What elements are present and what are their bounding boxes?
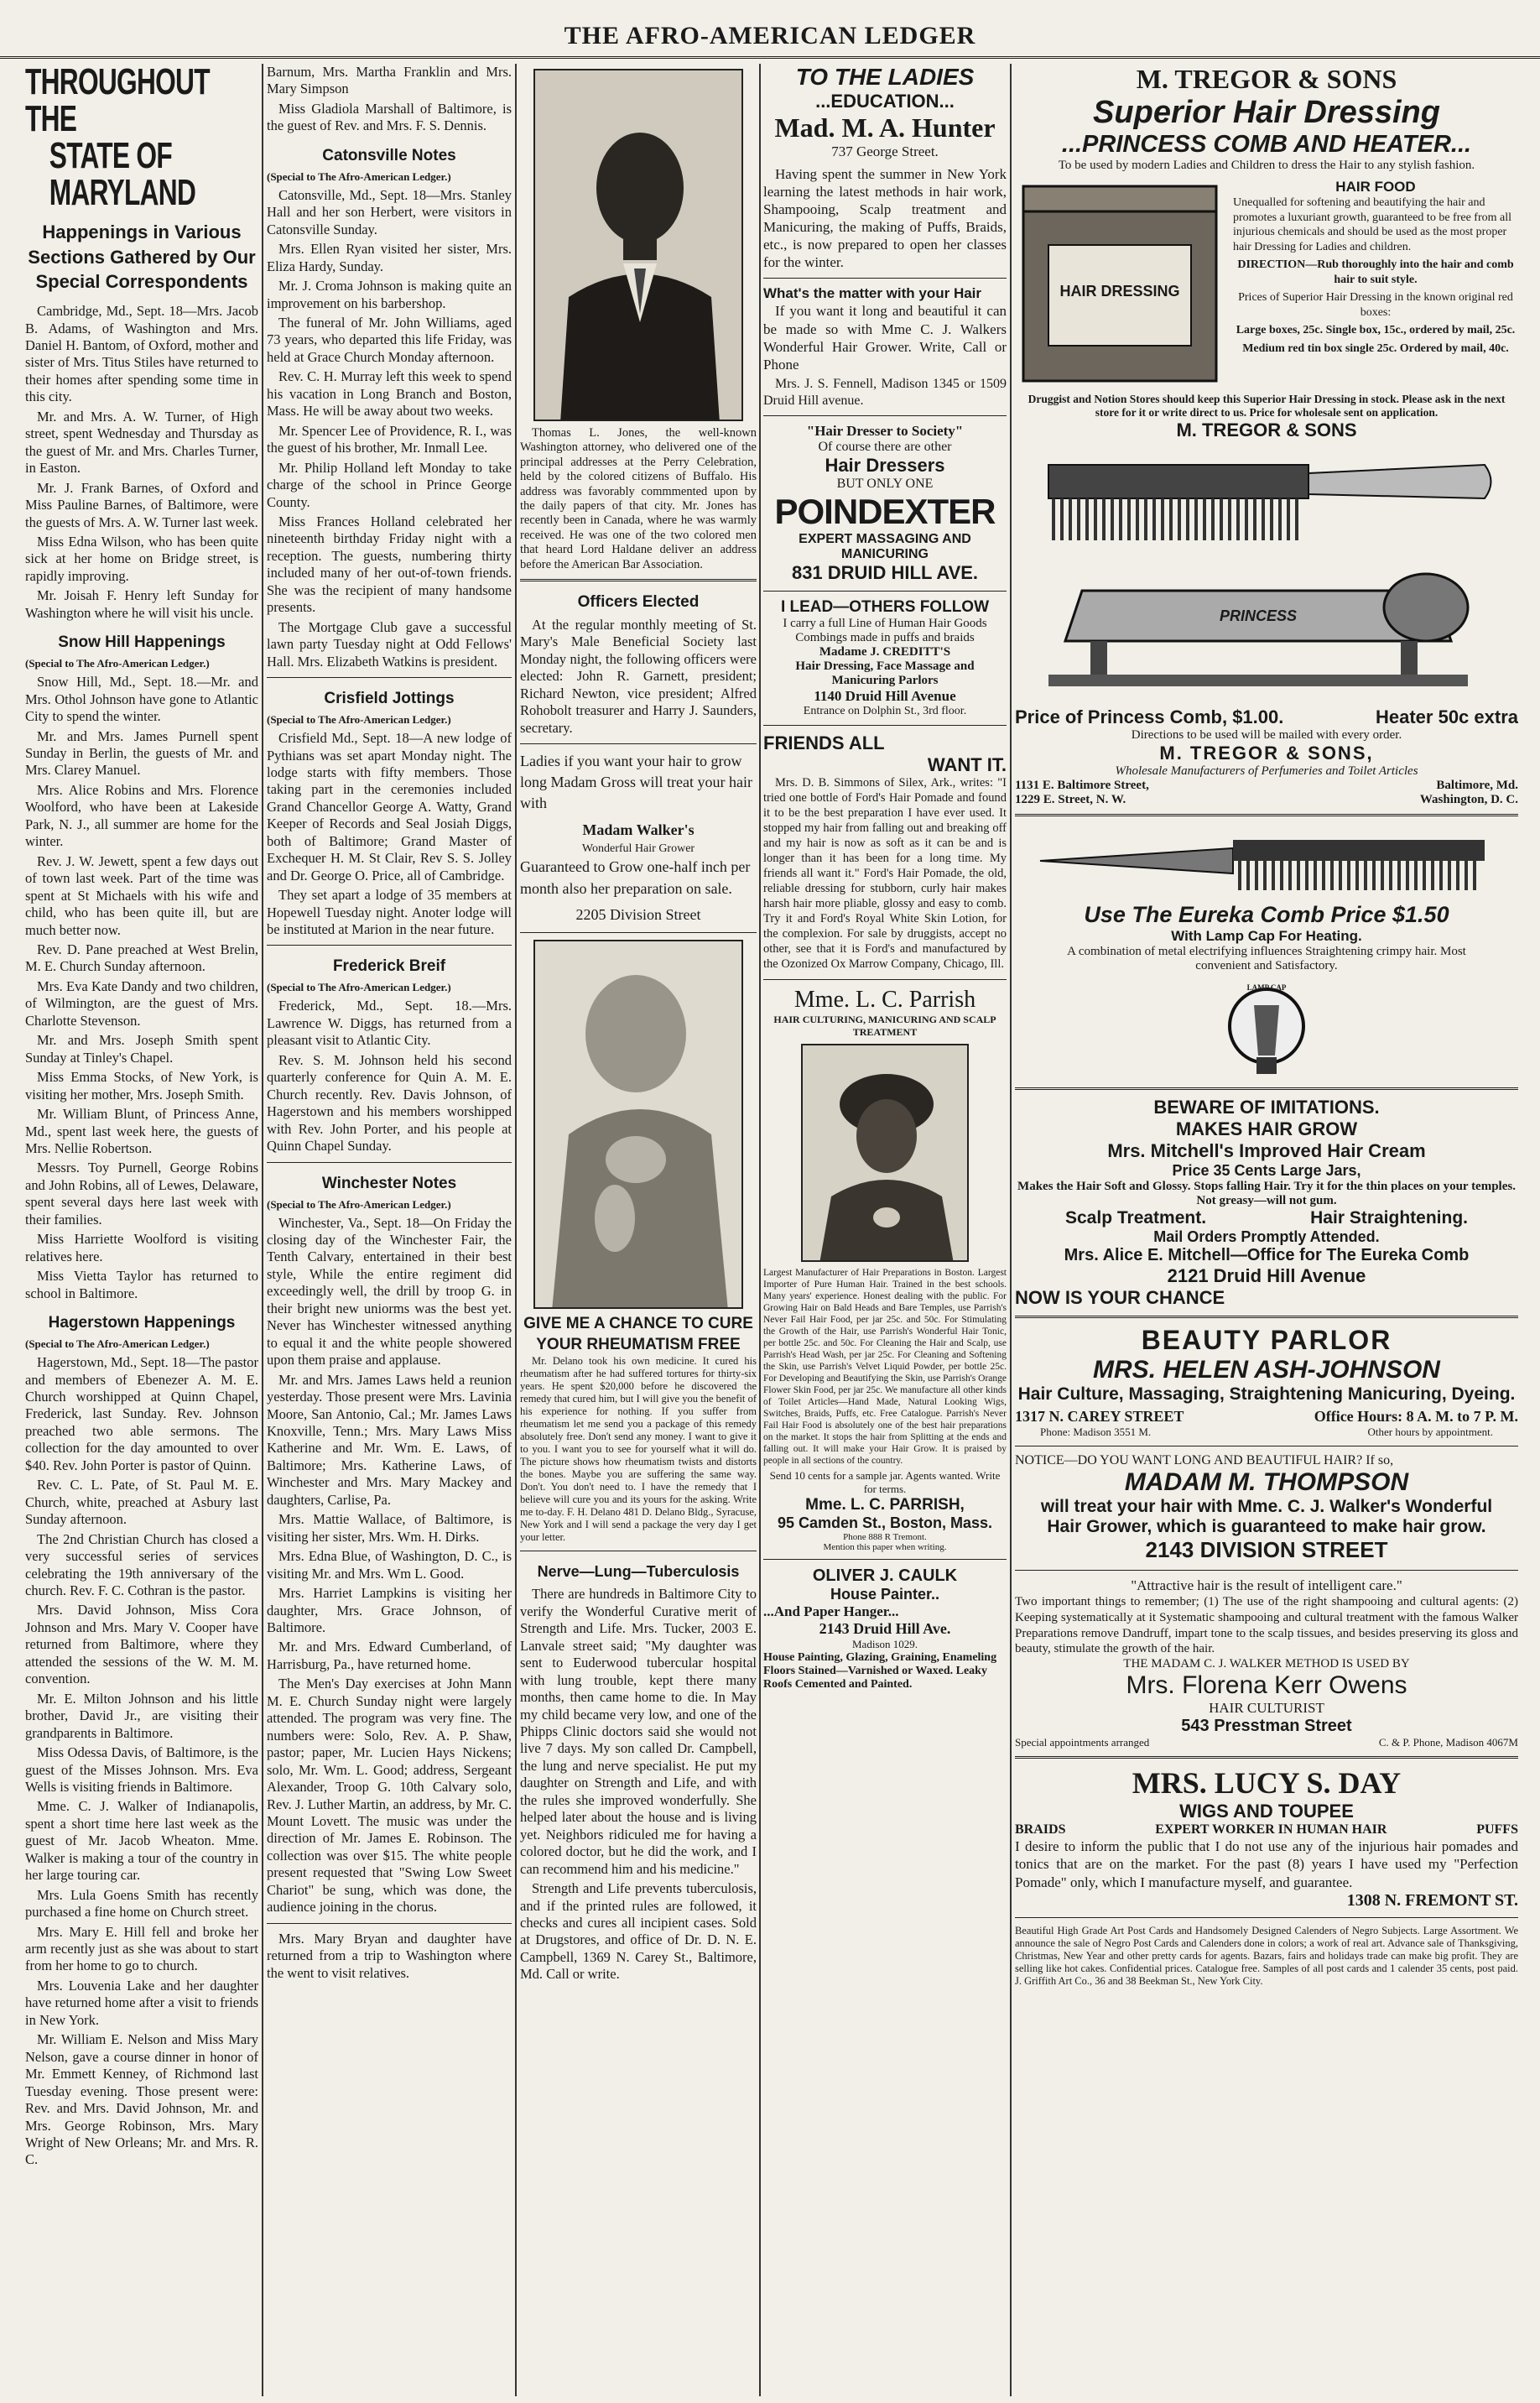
- ad-text: "Attractive hair is the result of intelligent care.": [1131, 1577, 1402, 1593]
- article-paragraph: Miss Emma Stocks, of New York, is visiting her mother, Mrs. Joseph Smith.: [25, 1069, 258, 1102]
- ad-text: Makes the Hair Soft and Glossy. Stops falling Hair. Try it for the thin places on your temples. Not greasy—will not gum.: [1017, 1180, 1516, 1207]
- scalp-label: Scalp Treatment.: [1065, 1208, 1207, 1228]
- ash-row: [1015, 1426, 1518, 1439]
- column-rule: [515, 64, 517, 2396]
- tregor-heading-3: M. TREGOR & SONS,: [1159, 743, 1374, 764]
- special-credit: (Special to The Afro-American Ledger.): [267, 1197, 451, 1211]
- ad-text: House Painter..: [830, 1586, 940, 1603]
- section-heading-officers: Officers Elected: [577, 592, 700, 611]
- ad-address: 1140 Druid Hill Avenue: [814, 688, 956, 705]
- lead-heading: I LEAD—OTHERS FOLLOW: [780, 598, 990, 617]
- newspaper-title: THE AFRO-AMERICAN LEDGER: [564, 22, 976, 50]
- article-paragraph: Miss Harriette Woolford is visiting relatives here.: [25, 1231, 258, 1264]
- ad-text: Special appointments arranged: [1015, 1736, 1150, 1749]
- day-address: 1308 N. FREMONT ST.: [1346, 1890, 1518, 1910]
- article-paragraph: Strength and Life prevents tuberculosis, and if the printed rules are followed, it checks and cures all incipient cases. Sold at Drugstores, and office of Dr. D. N. E. Campbell, 1369 N. Carey St., Baltimore, Md. Call or write.: [520, 1880, 757, 1983]
- article-paragraph: Miss Odessa Davis, of Baltimore, is the guest of the Misses Johnson. Mrs. Eva Wells is visiting friends in Baltimore.: [25, 1744, 258, 1795]
- divider: [267, 677, 512, 678]
- lamp-cap-svg: [1225, 980, 1308, 1081]
- ash-hours: Office Hours: 8 A. M. to 7 P. M.: [1314, 1408, 1518, 1425]
- article-paragraph: Messrs. Toy Purnell, George Robins and John Robins, all of Lewes, Delaware, spent several days here last week with their families.: [25, 1160, 258, 1228]
- makes-heading: MAKES HAIR GROW: [1175, 1118, 1358, 1139]
- ad-text: Large boxes, 25c. Single box, 15c., ordered by mail, 25c.: [1236, 324, 1516, 337]
- article-paragraph: Miss Gladiola Marshall of Baltimore, is the guest of Rev. and Mrs. F. S. Dennis.: [267, 100, 512, 134]
- column-1: [25, 64, 258, 2396]
- rheumatism-illustration: [535, 941, 743, 1309]
- divider: [1015, 1570, 1518, 1571]
- madam-gross-ad: [520, 751, 757, 925]
- section-heading-frederick: Frederick Breif: [332, 957, 446, 976]
- ash-address: 1317 N. CAREY STREET: [1015, 1408, 1184, 1425]
- article-paragraph: Frederick, Md., Sept. 18.—Mrs. Lawrence W. Diggs, has returned from a pleasant visit to Atlantic City.: [267, 998, 512, 1049]
- caulk-address: 2143 Druid Hill Ave.: [819, 1620, 951, 1638]
- headline-deck: Happenings in Various Sections Gathered by Our Special Correspondents: [28, 222, 256, 293]
- heater-price: Heater 50c extra: [1375, 706, 1518, 727]
- article-paragraph: The Mortgage Club gave a successful lawn party Tuesday night at Odd Fellows' Hall. Mrs. Elizabeth Watkins is president.: [267, 618, 512, 670]
- ad-text: With Lamp Cap For Heating.: [1171, 928, 1362, 944]
- ad-text: To be used by modern Ladies and Children to dress the Hair to any stylish fashion.: [1058, 159, 1475, 172]
- portrait-illustration: [535, 70, 743, 421]
- ad-address: 2205 Division Street: [575, 905, 701, 923]
- article-paragraph: At the regular monthly meeting of St. Mary's Male Beneficial Society last Monday night, the following officers were elected: John R. Garnett, president; Richard Newton, vice president; Alfred Rohobolt treasurer and Harry J. Saunders, secretary.: [520, 616, 757, 736]
- divider: [267, 945, 512, 946]
- ad-text: A combination of metal electrifying influences Straightening crimpy hair. Most convenient and Satisfactory.: [1067, 945, 1466, 972]
- notice-line: NOTICE—DO YOU WANT LONG AND BEAUTIFUL HAIR? If so,: [1015, 1453, 1394, 1467]
- tin-label: HAIR DRESSING: [1059, 283, 1180, 300]
- article-paragraph: Hagerstown, Md., Sept. 18—The pastor and members of Ebenezer A. M. E. Church worshipped at Quinn Chapel, Frederick, last Sunday. Rev. Johnson preached two able sermons. The collection for the day amounted to over $40. Rev. John Porter is pastor of Quinn.: [25, 1354, 258, 1473]
- lamp-cap-label: LAMP CAP: [1246, 983, 1287, 992]
- ad-text: BUT ONLY ONE: [836, 477, 934, 492]
- article-paragraph: Miss Frances Holland celebrated her nineteenth birthday Friday night with a reception. The guests, numbering thirty included many of her out-of-town friends. She was the recipient of many handsome presents.: [267, 513, 512, 616]
- ad-text: Phone 888 R Tremont.: [843, 1532, 927, 1543]
- ad-text: Madame J. CREDITT'S: [819, 645, 951, 659]
- article-paragraph: Mr. and Mrs. A. W. Turner, of High street, spent Wednesday and Thursday as the guest of Mr. and Mrs. Charles Turner, in Easton.: [25, 408, 258, 477]
- article-paragraph: Crisfield Md., Sept. 18—A new lodge of Pythians was set apart Monday night. The lodge starts with fifty members. Those taking part in the ceremonies included Grand Chancellor George A. Watty, Grand Keeper of Records and Seal Josiah Diggs, both of Baltimore; Grand Master of Exchequer H. M. St Clair, Rev S. S. Jolley and Dr. George O. Price, all of Cambridge.: [267, 730, 512, 884]
- article-paragraph: Mr. J. Croma Johnson is making quite an improvement on his barbershop.: [267, 278, 512, 311]
- comb-price: Price of Princess Comb, $1.00.: [1015, 706, 1284, 727]
- special-credit: (Special to The Afro-American Ledger.): [267, 713, 451, 727]
- parrish-address: 95 Camden St., Boston, Mass.: [777, 1514, 993, 1532]
- ad-text: Price 35 Cents Large Jars,: [1172, 1162, 1361, 1179]
- section-heading-snow-hill: Snow Hill Happenings: [58, 633, 226, 652]
- article-paragraph: Mrs. Lula Goens Smith has recently purchased a fine home on Church street.: [25, 1886, 258, 1921]
- article-paragraph: Mrs. David Johnson, Miss Cora Johnson and Mrs. Mary V. Cooper have returned from Baltimore, where they attended the sessions of the W. M. M. convention.: [25, 1602, 258, 1687]
- article-paragraph: Mr. Philip Holland left Monday to take charge of the school in Prince George County.: [267, 459, 512, 510]
- divider: [1015, 1316, 1518, 1318]
- eureka-comb-illustration: [1032, 823, 1501, 899]
- tregor-heading: M. TREGOR & SONS: [1136, 64, 1397, 94]
- parrish-illustration: [803, 1045, 969, 1262]
- article-paragraph: Snow Hill, Md., Sept. 18.—Mr. and Mrs. Othol Johnson have gone to Atlantic City to spend the winter.: [25, 674, 258, 725]
- article-paragraph: Mrs. Mary Bryan and daughter have returned from a trip to Washington where the went to visit relatives.: [267, 1930, 512, 1981]
- ad-text: Mail Orders Promptly Attended.: [1153, 1228, 1380, 1245]
- ad-text: will treat your hair with Mme. C. J. Walker's Wonderful Hair Grower, which is guaranteed to make hair grow.: [1040, 1497, 1493, 1536]
- divider: [1015, 814, 1518, 816]
- divider: [763, 1559, 1007, 1560]
- friends-heading-2: WANT IT.: [927, 754, 1007, 776]
- article-paragraph: Rev. C. L. Pate, of St. Paul M. E. Church, white, preached at Asbury last Sunday afternoon.: [25, 1477, 258, 1528]
- article-paragraph: Rev. D. Pane preached at West Brelin, M. E. Church Sunday afternoon.: [25, 941, 258, 975]
- ash-appointment: Other hours by appointment.: [1367, 1426, 1493, 1438]
- article-paragraph: Barnum, Mrs. Martha Franklin and Mrs. Mary Simpson: [267, 64, 512, 97]
- matter-heading: What's the matter with your Hair: [763, 285, 982, 302]
- chance-line: NOW IS YOUR CHANCE: [1015, 1287, 1225, 1308]
- article-paragraph: Mrs. Alice Robins and Mrs. Florence Woolford, who have been at Lakeside Park, N. J., all summer are home for the winter.: [25, 781, 258, 850]
- lamp-cap-illustration: [1225, 980, 1308, 1081]
- ad-text: Hair Dressing, Face Massage and Manicuring Parlors: [795, 659, 975, 688]
- article-paragraph: Mrs. Mattie Wallace, of Baltimore, is visiting her sister, Mrs. Wm. H. Dirks.: [267, 1511, 512, 1545]
- divider: [763, 979, 1007, 980]
- ad-text: Medium red tin box single 25c. Ordered by mail, 40c.: [1242, 341, 1509, 355]
- divider: [1015, 1087, 1518, 1090]
- article-paragraph: Mrs. Ellen Ryan visited her sister, Mrs. Eliza Hardy, Sunday.: [267, 241, 512, 274]
- article-paragraph: Rev. S. M. Johnson held his second quarterly conference for Quin A. M. E. Church recently. Rev. Davis Johnson, of Hagerstown and his members worshipped with Rev. John Porter, and his people at Quinn Chapel Sunday.: [267, 1051, 512, 1155]
- ad-text: HAIR CULTURING, MANICURING AND SCALP TREATMENT: [773, 1014, 996, 1039]
- ad-text: Guaranteed to Grow one-half inch per month also her preparation on sale.: [520, 858, 751, 897]
- braids-label: BRAIDS: [1015, 1822, 1066, 1837]
- ad-text: I carry a full Line of Human Hair Goods: [783, 617, 987, 631]
- lucy-day-name: MRS. LUCY S. DAY: [1132, 1766, 1402, 1800]
- ad-text: Prices of Superior Hair Dressing in the known original red boxes:: [1238, 291, 1513, 319]
- divider: [763, 725, 1007, 726]
- ad-text: Mention this paper when writing.: [823, 1542, 947, 1553]
- article-paragraph: Mrs. Eva Kate Dandy and two children, of Wilmington, are the guest of Mrs. Charlotte Stevenson.: [25, 977, 258, 1029]
- special-credit: (Special to The Afro-American Ledger.): [267, 169, 451, 183]
- headline-line-1: THROUGHOUT THE: [25, 64, 210, 139]
- photo-caption: Thomas L. Jones, the well-known Washington attorney, who delivered one of the principal addresses at the Perry Celebration, held by the colored citizens of Buffalo. His address was favorably commmented upon by the daily papers of that city. Mr. Jones has recently been in Canada, where he was warmly received. He was one of the two colored men that heard Lord Haldane deliver an address before the American Bar Association.: [520, 426, 757, 571]
- poindexter-name: POINDEXTER: [774, 492, 996, 532]
- address-row: [1015, 779, 1518, 793]
- divider: [520, 932, 757, 933]
- matter-contact: Mrs. J. S. Fennell, Madison 1345 or 1509 Druid Hill avenue.: [763, 376, 1007, 408]
- article-paragraph: They set apart a lodge of 35 members at Hopewell Tuesday night. Anoter lodge will be instituted at Marion in the near future.: [267, 887, 512, 938]
- ad-text: Madam Walker's: [582, 821, 695, 838]
- section-heading-crisfield: Crisfield Jottings: [324, 690, 455, 708]
- friends-body: Mrs. D. B. Simmons of Silex, Ark., writes: "I tried one bottle of Ford's Hair Pomade and found it to be the best preparation I have ever used. It stopped my hair from falling out and breaking off and my hair is now as soft as it can be and is longer than it has been for a long time. My friends all want it." Ford's Hair Pomade, the old, reliable dressing for stubborn, curly hair makes harsh hair more pliable, glossy and easy to comb. Try it and Ford's Royal White Skin Lotion, for the complexion. For sale by druggists, accept no other, see that it is Ford's and manufactured by the Ozonized Ox Marrow Company, Chicago, Ill.: [763, 776, 1007, 972]
- article-paragraph: Mr. and Mrs. James Purnell spent Sunday in Berlin, the guests of Mr. and Mrs. Clarey Manuel.: [25, 727, 258, 779]
- wigs-heading: WIGS AND TOUPEE: [1179, 1801, 1354, 1822]
- ad-text: Of course there are other: [818, 440, 952, 455]
- column-rule: [759, 64, 761, 2396]
- thompson-address: 2143 DIVISION STREET: [1145, 1537, 1388, 1562]
- hair-dressing-tin: [1015, 178, 1225, 388]
- article-paragraph: The 2nd Christian Church has closed a very successful series of services celebrating the 19th anniversary of the church. Rev. F. C. Cothran is the pastor.: [25, 1530, 258, 1598]
- ad-text: ...And Paper Hanger...: [763, 1603, 899, 1620]
- day-row: [1015, 1822, 1518, 1837]
- column-4: [763, 64, 1007, 2396]
- address-city: Baltimore, Md.: [1436, 779, 1518, 792]
- ad-text: Druggist and Notion Stores should keep this Superior Hair Dressing in stock. Please ask in the next store for it or write direct to us. Price for wholesale sent on application.: [1028, 393, 1506, 419]
- column-3: [520, 64, 757, 2396]
- post-cards-ad: Beautiful High Grade Art Post Cards and Handsomely Designed Calenders of Negro Subjects. Large Assortment. We announce the sale of Negro Post Cards and Calenders done in colors; a work of real art. Advance sale of Thanksgiving, Christmas, New Year and other pretty cards for agents. Bazars, fairs and holidays trade can make big profit. They are selling like hot cakes. Confidential prices. Catalogue free. Samples of all post cards and 1 calender 35 cents, post paid. J. Griffith Art Co., 36 and 38 Beekman St., New York City.: [1015, 1924, 1518, 1987]
- caulk-name: OLIVER J. CAULK: [812, 1566, 958, 1586]
- parrish-portrait: [801, 1044, 969, 1262]
- divider: [520, 579, 757, 581]
- parrish-body: Largest Manufacturer of Hair Preparations in Boston. Largest Importer of Pure Human Hair. Trained in the best schools. Many years' experience. Honest dealing with the public. For Growing Hair on Bald Heads and Bare Temples, use Parrish's Never Fail Hair Food, per jar 25c. and 50c. For Stimulating the Growth of the Hair, use Parrish's Wonderful Hair Tonic, per bottle 25c. and 50c. For Cleaning the Hair and Scalp, use Parrish's Head Wash, per jar 25c. For Cleaning and Softening the Skin, use Parrish's Velvet Liquid Powder, per bottle 25c. For Developing and Beautifying the Skin, use Parrish's Orange Flower Skin Food, per jar 25c. We manufacture all other kinds of Toilet Articles—Hand Made, Natural Looking Wigs, Switches, Braids, Puffs, etc. Free Catalogue. Parrish's Never Fail Hair Food is absolutely one of the best hair preparations on the market. It stops the hair from Splitting at the ends and falling out. It will make your Hair Grow. It is praised by people in all sections of the country.: [763, 1268, 1007, 1467]
- special-credit: (Special to The Afro-American Ledger.): [25, 1337, 210, 1351]
- beauty-parlor-heading: BEAUTY PARLOR: [1141, 1325, 1392, 1355]
- parrish-name: Mme. L. C. Parrish: [793, 987, 976, 1014]
- ad-text: Mme. L. C. PARRISH,: [805, 1496, 965, 1514]
- tregor-heading-2: M. TREGOR & SONS: [1176, 420, 1357, 440]
- address-city: Washington, D. C.: [1419, 793, 1518, 806]
- section-heading-winchester: Winchester Notes: [321, 1174, 457, 1192]
- ad-text: Directions to be used will be mailed with every order.: [1131, 728, 1402, 742]
- headline-line-2: STATE OF MARYLAND: [49, 135, 196, 213]
- ad-text: Hair Culture, Massaging, Straightening Manicuring, Dyeing.: [1017, 1384, 1516, 1404]
- ad-text: Two important things to remember; (1) The use of the right shampooing and cultural agents: (2) Keeping systematically at it Systematic shampooing and cultural treatment with the famous Walker Preparations remove Dandruff, impart tone to the scalp tissues, and besides preserving its gloss and beauty, stimulate the growth of the hair.: [1015, 1595, 1518, 1656]
- ad-text: DIRECTION—Rub thoroughly into the hair and comb hair to suit style.: [1237, 258, 1514, 286]
- alice-line: Mrs. Alice E. Mitchell—Office for The Eureka Comb: [1064, 1246, 1470, 1264]
- ad-text: Combings made in puffs and braids: [795, 631, 975, 645]
- ad-text: Hair Dressers: [825, 455, 945, 477]
- article-paragraph: The Men's Day exercises at John Mann M. E. Church Sunday night were largely attended. The program was very fine. The numbers were: Solo, Rev. A. P. Shaw, pastor; paper, Mr. Lucien Hays Nickens; solo, Mr. Wm. L. Good; address, Sergeant Alexander, Troop G. 10th Calvary solo, Rev. J. Luther Martin, an address, by Mr. C. Mount Lovett. The music was under the direction of Mr. James E. Robinson. The collection was over $15. The white people present requested that "Swing Low Sweet Chariot" be sung, which was done, the audience joining in the chorus.: [267, 1676, 512, 1916]
- ad-text: THE MADAM C. J. WALKER METHOD IS USED BY: [1123, 1657, 1410, 1671]
- ash-phone: Phone: Madison 3551 M.: [1040, 1426, 1152, 1438]
- article-paragraph: Mrs. Edna Blue, of Washington, D. C., is visiting Mr. and Mrs. Wm L. Good.: [267, 1548, 512, 1582]
- ad-text: Send 10 cents for a sample jar. Agents wanted. Write for terms.: [769, 1469, 1001, 1496]
- friends-heading-1: FRIENDS ALL: [763, 732, 885, 754]
- ad-text: Madison 1029.: [852, 1638, 918, 1651]
- to-the-ladies-heading: TO THE LADIES: [795, 64, 975, 90]
- heater-label: PRINCESS: [1219, 607, 1298, 624]
- article-paragraph: Mme. C. J. Walker of Indianapolis, spent a short time here last week as the guest of Mr. Jacob Wheaton. Mme. Walker is making a tour of the country in her large touring car.: [25, 1798, 258, 1884]
- ad-text: House Painting, Glazing, Graining, Enameling Floors Stained—Varnished or Waxed. Leaky Roofs Cemented and Painted.: [763, 1651, 997, 1691]
- column-5: [1015, 64, 1518, 2396]
- article-paragraph: Miss Edna Wilson, who has been quite sick at her home on Bridge street, is rapidly improving.: [25, 533, 258, 584]
- ad-text: HAIR CULTURIST: [1209, 1700, 1324, 1716]
- owens-phone: C. & P. Phone, Madison 4067M: [1378, 1736, 1518, 1749]
- expert-label: EXPERT WORKER IN HUMAN HAIR: [1155, 1822, 1387, 1837]
- day-body: I desire to inform the public that I do not use any of the injurious hair pomades and tonics that are on the market. For the past (8) years I have used my "Perfection Pomade" only, which I manufacture myself, and guarantee.: [1015, 1838, 1518, 1890]
- article-paragraph: Mr. E. Milton Johnson and his little brother, David Jr., are visiting their grandparents in Baltimore.: [25, 1690, 258, 1741]
- ash-johnson-name: MRS. HELEN ASH-JOHNSON: [1093, 1356, 1440, 1384]
- ad-text: Ladies if you want your hair to grow long Madam Gross will treat your hair with: [520, 753, 752, 812]
- alice-address: 2121 Druid Hill Avenue: [1167, 1265, 1366, 1286]
- nerve-lung-heading: Nerve—Lung—Tuberculosis: [537, 1563, 740, 1581]
- ash-row: [1015, 1408, 1518, 1426]
- hair-food-heading: HAIR FOOD: [1335, 179, 1416, 195]
- beware-heading: BEWARE OF IMITATIONS.: [1153, 1097, 1380, 1118]
- article-paragraph: Mr. Joisah F. Henry left Sunday for Washington where he will visit his uncle.: [25, 587, 258, 621]
- ad-text: EXPERT MASSAGING AND MANICURING: [799, 532, 971, 562]
- portrait-photo: [533, 69, 743, 421]
- article-paragraph: Winchester, Va., Sept. 18—On Friday the closing day of the Winchester Fair, the Tenth Calvary, entertained in their best style, While the entire regiment did exceedingly well, the drill by troop G. in their bright new uniorms was the best yet. Never has Winchester witnessed anything to equal it and the white people showered upon them praise and applause.: [267, 1214, 512, 1368]
- special-credit: (Special to The Afro-American Ledger.): [267, 981, 451, 994]
- rheumatism-heading: GIVE ME A CHANCE TO CURE YOUR RHEUMATISM FREE: [523, 1314, 753, 1353]
- divider: [1015, 1917, 1518, 1918]
- owens-name: Mrs. Florena Kerr Owens: [1126, 1671, 1407, 1699]
- divider: [763, 415, 1007, 416]
- article-paragraph: Mr. William E. Nelson and Miss Mary Nelson, gave a course dinner in honor of Mr. Emmett Kenney, of Richmond last Tuesday evening. Those present were: Rev. and Mrs. David Johnson, Mr. and Mrs. George Robinson, Mrs. Mary Wright of New Orleans; Mr. and Mrs. R. C.: [25, 2031, 258, 2168]
- owens-address: 543 Presstman Street: [1181, 1717, 1352, 1735]
- special-credit: (Special to The Afro-American Ledger.): [25, 657, 210, 670]
- princess-heading: ...PRINCESS COMB AND HEATER...: [1061, 131, 1472, 158]
- address: 1229 E. Street, N. W.: [1015, 793, 1126, 806]
- address: 1131 E. Baltimore Street,: [1015, 779, 1149, 792]
- comb-heater-svg: [1032, 448, 1501, 700]
- thompson-name: MADAM M. THOMPSON: [1124, 1468, 1409, 1496]
- eureka-comb-svg: [1032, 823, 1501, 899]
- ad-text: Wonderful Hair Grower: [581, 842, 695, 855]
- ad-text: "Hair Dresser to Society": [806, 423, 964, 440]
- education-heading: ...EDUCATION...: [815, 91, 955, 112]
- article-paragraph: Mrs. Mary E. Hill fell and broke her arm recently just as she was about to start from her home to go to church.: [25, 1923, 258, 1974]
- article-paragraph: Catonsville, Md., Sept. 18—Mrs. Stanley Hall and her son Herbert, were visitors in Catonsville Sunday.: [267, 186, 512, 237]
- article-paragraph: There are hundreds in Baltimore City to verify the Wonderful Curative merit of Strength and Life. Mrs. Tucker, 2003 E. Lanvale street said; "My daughter was sent to Euderwood tubercular hospital with lung trouble, kept there many months, then came home to die. In May my child became very low, and one of the Phipps Clinic doctors said she would not live 7 days. My son called Dr. Campbell, the lung and nerve specialist. He put my daughter on Strength and Life, and with the rules she improved wonderfully. She helped later about the house and is living yet. Neighbors ridiculed me for having a colored doctor, but he did the work, and I can recommend him and his medicine.": [520, 1586, 757, 1877]
- divider: [267, 1162, 512, 1163]
- divider: [520, 743, 757, 744]
- rheumatism-photo: [533, 940, 743, 1309]
- article-paragraph: Miss Vietta Taylor has returned to school in Baltimore.: [25, 1268, 258, 1301]
- address-row: [1015, 793, 1518, 807]
- section-heading-catonsville: Catonsville Notes: [322, 146, 456, 164]
- owens-row: [1015, 1736, 1518, 1749]
- comb-heater-illustration: [1032, 448, 1501, 700]
- hunter-name: Mad. M. A. Hunter: [774, 112, 996, 143]
- eureka-heading: Use The Eureka Comb Price $1.50: [1084, 902, 1449, 927]
- column-rule: [1010, 64, 1012, 2396]
- column-rule: [262, 64, 263, 2396]
- ad-text: Wholesale Manufacturers of Perfumeries and Toilet Articles: [1115, 764, 1418, 778]
- divider: [763, 591, 1007, 592]
- mitchell-heading: Mrs. Mitchell's Improved Hair Cream: [1107, 1140, 1426, 1161]
- article-paragraph: Mrs. Louvenia Lake and her daughter have returned home after a visit to friends in New York.: [25, 1977, 258, 2028]
- article-paragraph: Rev. J. W. Jewett, spent a few days out of town last week. Part of the time was spent at St Michaels with his wife and child, who has been quite ill, but are much better now.: [25, 852, 258, 938]
- article-paragraph: Rev. C. H. Murray left this week to spend his vacation in Long Branch and Boston, Mass. He will be away about two weeks.: [267, 368, 512, 420]
- article-paragraph: Mr. William Blunt, of Princess Anne, Md., spent last week here, the guests of Mrs. Nellie Robertson.: [25, 1106, 258, 1156]
- column-2: [267, 64, 512, 2396]
- poindexter-address: 831 DRUID HILL AVE.: [791, 562, 979, 584]
- article-paragraph: Mr. J. Frank Barnes, of Oxford and Miss Pauline Barnes, of Baltimore, were the guests of Mrs. A. W. Turner last week.: [25, 479, 258, 530]
- matter-body: If you want it long and beautiful it can be made so with Mme C. J. Walkers Wonderful Hair Grower. Write, Call or Phone: [763, 303, 1007, 373]
- divider: [763, 278, 1007, 279]
- article-paragraph: Mr. and Mrs. Joseph Smith spent Sunday at Tinley's Chapel.: [25, 1032, 258, 1066]
- article-paragraph: Mrs. Harriet Lampkins is visiting her daughter, Mrs. Grace Johnson, of Baltimore.: [267, 1585, 512, 1635]
- ad-text: Entrance on Dolphin St., 3rd floor.: [803, 705, 967, 718]
- article-paragraph: The funeral of Mr. John Williams, aged 73 years, who departed this life Friday, was held at Grace Church Monday afternoon.: [267, 314, 512, 365]
- superior-heading: Superior Hair Dressing: [1093, 95, 1440, 130]
- ad-text: Unequalled for softening and beautifying the hair and promotes a luxuriant growth, guaranteed to be free from all injurious chemicals and should be used as the most proper hair Dressing for Ladies and children.: [1233, 196, 1511, 253]
- section-heading-hagerstown: Hagerstown Happenings: [48, 1314, 236, 1332]
- article-paragraph: Cambridge, Md., Sept. 18—Mrs. Jacob B. Adams, of Washington and Mrs. Daniel H. Bantom, of Oxford, mother and sister of Mrs. Titus Stiles have returned to their homes after spending some time in this city.: [25, 303, 258, 405]
- divider: [1015, 1756, 1518, 1759]
- divider: [267, 1923, 512, 1924]
- hunter-body: Having spent the summer in New York learning the latest methods in hair work, Shampooing, Scalp treatment and Manicuring, the making of Puffs, Braids, etc., is now prepared to open her classes for the winter.: [763, 166, 1007, 271]
- straight-label: Hair Straightening.: [1310, 1208, 1468, 1228]
- masthead: [0, 0, 1540, 59]
- article-paragraph: Mr. and Mrs. Edward Cumberland, of Harrisburg, Pa., have returned home.: [267, 1639, 512, 1672]
- hunter-address: 737 George Street.: [831, 143, 939, 159]
- rheumatism-body: Mr. Delano took his own medicine. It cured his rheumatism after he had suffered tortures for thirty-six years. He spent $20,000 before he discovered the remedy that cured him, but I will give you the benefit of his experience for nothing. If you suffer from rheumatism let me send you a package of this remedy absolutely free. Don't send any money. I want to give it to you. I want you to see for yourself what it will do. The picture shows how rheumatism twists and distorts the bones. Maybe you are suffering the same way. Don't. You don't need to. I have the remedy that I believe will cure you and its yours for the asking. Write me to-day. F. H. Delano 481 D. Delano Bldg., Syracuse, New York and I will send a package the very day I get your letter.: [520, 1355, 757, 1544]
- puffs-label: PUFFS: [1476, 1822, 1518, 1837]
- article-paragraph: Mr. and Mrs. James Laws held a reunion yesterday. Those present were Mrs. Lavinia Moore, San Antonio, Cal.; Mr. James Laws Knoxville, Tenn.; Mrs. Mary Laws Miss Katherine and Mr. Wm. E. Laws, of Baltimore; Mrs. Katherine Laws, of Winchester and Mrs. Mary Mackey and daughters, Carlise, Pa.: [267, 1371, 512, 1508]
- article-paragraph: Mr. Spencer Lee of Providence, R. I., was the guest of his brother, Mr. Inmall Lee.: [267, 422, 512, 456]
